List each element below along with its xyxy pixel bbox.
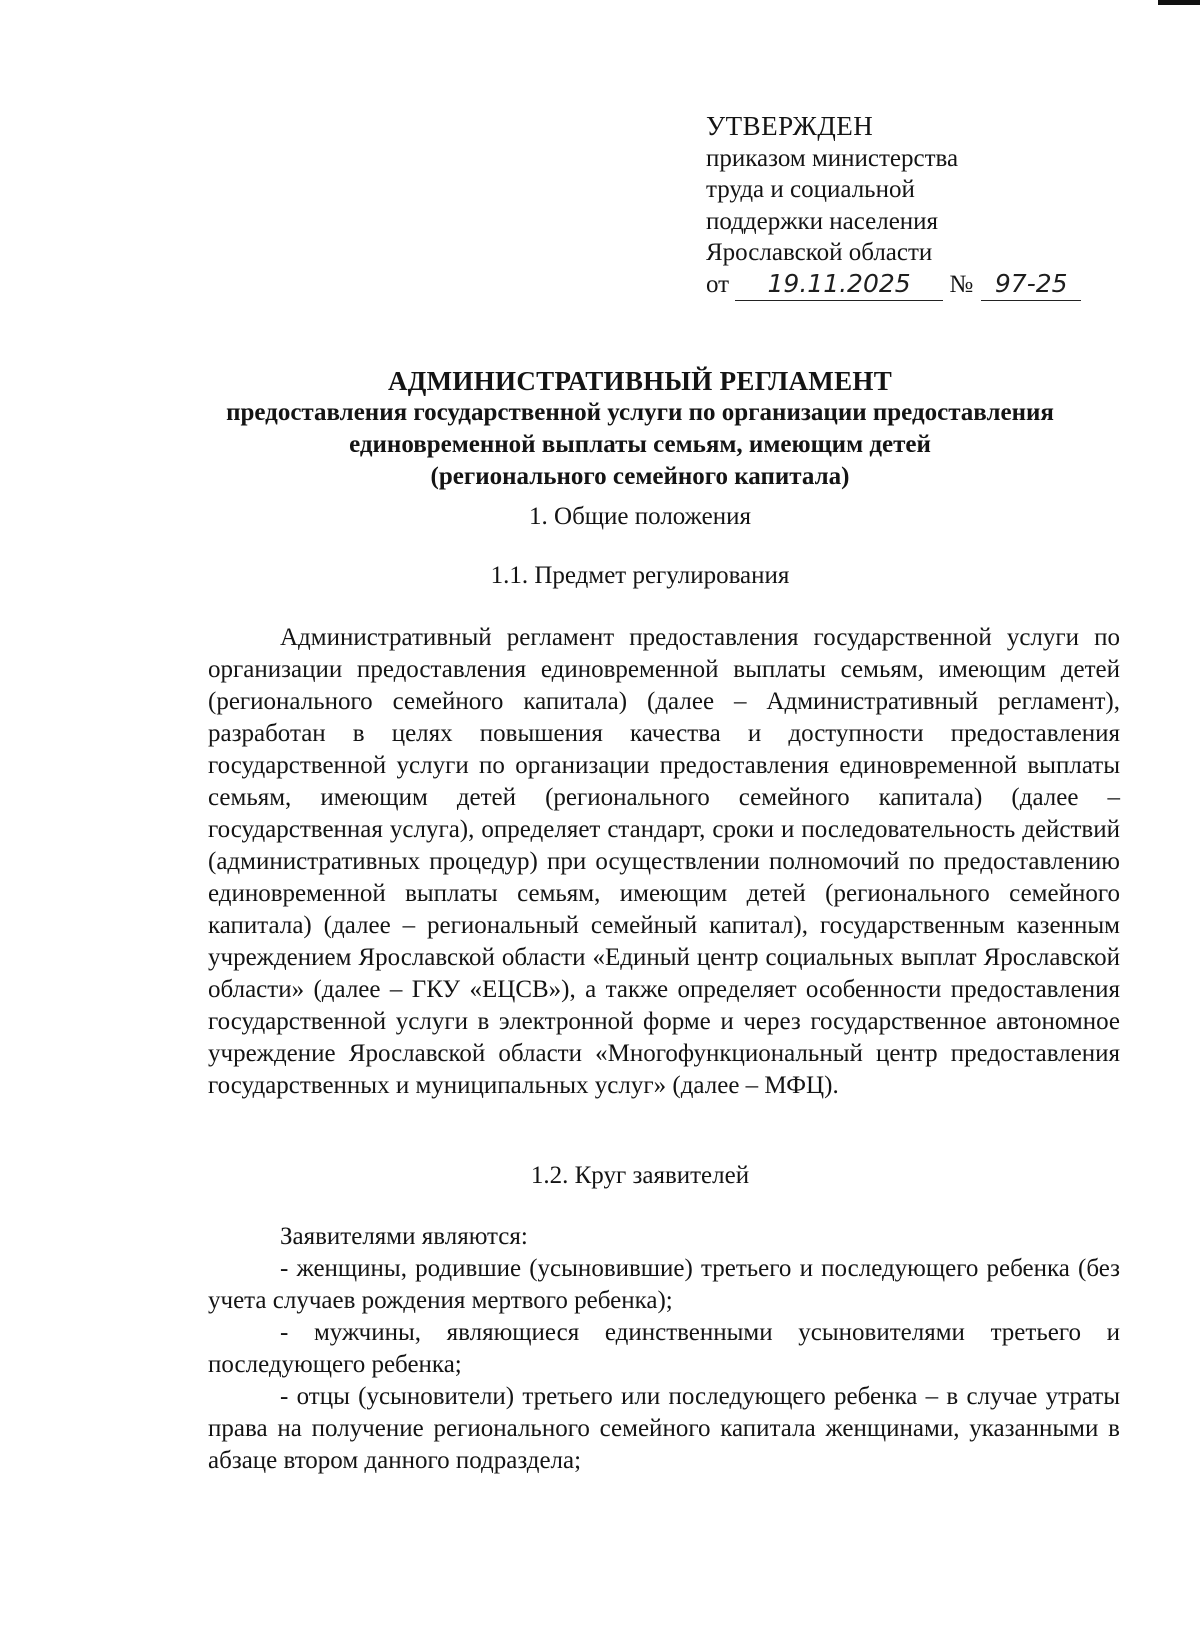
- approval-stamp-block: [706, 111, 1136, 301]
- number-prefix: №: [949, 270, 974, 298]
- approval-date-number-line: [706, 269, 1136, 301]
- document-title: [140, 365, 1140, 493]
- approval-line: приказом министерства: [706, 144, 959, 172]
- scan-corner-mark: [1158, 0, 1200, 5]
- applicants-list: [208, 1221, 1120, 1477]
- approval-line: труда и социальной: [706, 176, 915, 203]
- section-heading-applicants: 1.2. Круг заявителей: [530, 1162, 750, 1189]
- approval-line: поддержки населения: [706, 207, 939, 235]
- subject-paragraph: Административный регламент предоставления государственной услуги по организации предоставления единовременной выплаты семьям, имеющим детей (регионального семейного капитала) (далее – Административный регламент), разработан в целях повышения качества и доступности предоставления государственной услуги по организации предоставления единовременной выплаты семьям, имеющим детей (регионального семейного капитала) (далее – государственная услуга), определяет стандарт, сроки и последовательность действий (административных процедур) при осуществлении полномочий по предоставлению единовременной выплаты семьям, имеющим детей (регионального семейного капитала) (далее – региональный семейный капитал), государственным казенным учреждением Ярославской области «Единый центр социальных выплат Ярославской области» (далее – ГКУ «ЕЦСВ»), а также определяет особенности предоставления государственной услуги в электронной форме и через государственное автономное учреждение Ярославской области «Многофункциональный центр предоставления государственных и муниципальных услуг» (далее – МФЦ).: [208, 624, 1120, 1099]
- handwritten-number: 97-25: [981, 272, 1081, 301]
- date-prefix: от: [706, 270, 730, 298]
- title-subtitle-line: (регионального семейного капитала): [430, 463, 850, 490]
- approval-line: Ярославской области: [706, 239, 933, 266]
- title-main: АДМИНИСТРАТИВНЫЙ РЕГЛАМЕНТ: [387, 366, 893, 396]
- applicant-item: - мужчины, являющиеся единственными усыновителями третьего и последующего ребенка;: [208, 1319, 1120, 1378]
- title-subtitle-line: единовременной выплаты семьям, имеющим детей: [349, 431, 931, 458]
- section-heading-general: 1. Общие положения: [529, 503, 751, 530]
- approval-heading: УТВЕРЖДЕН: [706, 111, 874, 141]
- title-subtitle-line: предоставления государственной услуги по организации предоставления: [226, 399, 1054, 426]
- applicant-item: - женщины, родившие (усыновившие) третьего и последующего ребенка (без учета случаев рождения мертвого ребенка);: [208, 1255, 1120, 1314]
- section-heading-subject: 1.1. Предмет регулирования: [490, 562, 790, 589]
- handwritten-date: 19.11.2025: [735, 272, 943, 301]
- applicants-intro: Заявителями являются:: [280, 1223, 528, 1250]
- applicant-item: - отцы (усыновители) третьего или последующего ребенка – в случае утраты права на получение регионального семейного капитала женщинами, указанными в абзаце втором данного подраздела;: [208, 1383, 1120, 1474]
